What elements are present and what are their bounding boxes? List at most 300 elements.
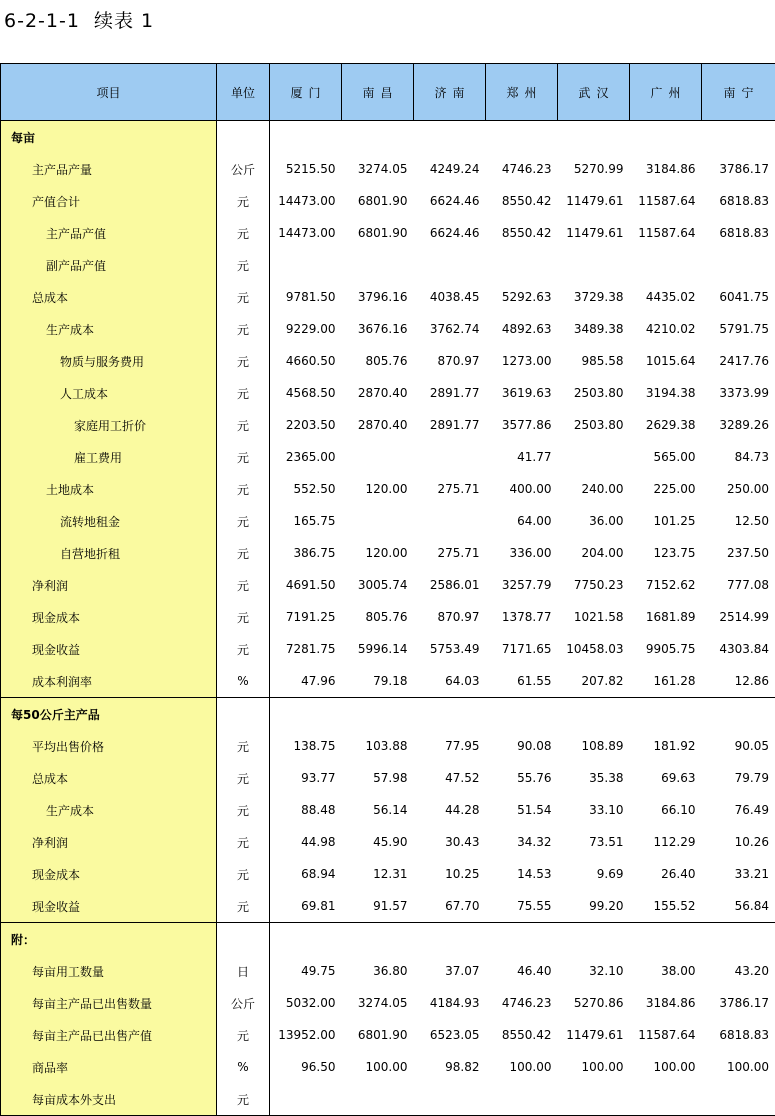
value-cell: 9781.50: [270, 281, 342, 313]
value-cell: 101.25: [630, 505, 702, 537]
value-cell: 2203.50: [270, 409, 342, 441]
value-cell: 805.76: [342, 601, 414, 633]
table-row: [1, 826, 775, 858]
row-label: 主产品产值: [1, 217, 217, 249]
value-cell: [414, 249, 486, 281]
value-cell: [702, 249, 775, 281]
value-cell: 4660.50: [270, 345, 342, 377]
value-cell: 26.40: [630, 858, 702, 890]
value-cell: 14473.00: [270, 217, 342, 249]
value-cell: [486, 1083, 558, 1116]
value-cell: 120.00: [342, 473, 414, 505]
value-cell: 79.18: [342, 665, 414, 698]
value-cell: 9905.75: [630, 633, 702, 665]
value-cell: 10.26: [702, 826, 775, 858]
value-cell: 870.97: [414, 601, 486, 633]
value-cell: [342, 441, 414, 473]
value-cell: 120.00: [342, 537, 414, 569]
row-unit: 元: [217, 313, 270, 345]
row-label: 流转地租金: [1, 505, 217, 537]
value-cell: 5791.75: [702, 313, 775, 345]
table-row: [1, 794, 775, 826]
section-row: [1, 698, 775, 731]
table-row: [1, 730, 775, 762]
table-body: [1, 121, 775, 1116]
value-cell: [558, 121, 630, 154]
value-cell: 275.71: [414, 473, 486, 505]
value-cell: 2365.00: [270, 441, 342, 473]
row-label: 自营地折租: [1, 537, 217, 569]
value-cell: 68.94: [270, 858, 342, 890]
row-unit: 日: [217, 955, 270, 987]
value-cell: 3786.17: [702, 153, 775, 185]
row-label: 副产品产值: [1, 249, 217, 281]
row-unit: 元: [217, 217, 270, 249]
value-cell: [342, 249, 414, 281]
value-cell: 45.90: [342, 826, 414, 858]
value-cell: 2870.40: [342, 377, 414, 409]
value-cell: 181.92: [630, 730, 702, 762]
table-row: [1, 441, 775, 473]
value-cell: 4746.23: [486, 153, 558, 185]
table-row: [1, 890, 775, 923]
value-cell: [630, 249, 702, 281]
value-cell: 3796.16: [342, 281, 414, 313]
row-label: 每亩主产品已出售产值: [1, 1019, 217, 1051]
row-unit: 元: [217, 1019, 270, 1051]
row-unit: 元: [217, 281, 270, 313]
header-city: 广州: [630, 64, 702, 121]
value-cell: 138.75: [270, 730, 342, 762]
value-cell: 12.31: [342, 858, 414, 890]
value-cell: 565.00: [630, 441, 702, 473]
value-cell: 2891.77: [414, 377, 486, 409]
value-cell: 6624.46: [414, 217, 486, 249]
value-cell: 44.98: [270, 826, 342, 858]
row-unit: 元: [217, 601, 270, 633]
value-cell: 4892.63: [486, 313, 558, 345]
value-cell: 100.00: [630, 1051, 702, 1083]
value-cell: 5270.99: [558, 153, 630, 185]
value-cell: 2629.38: [630, 409, 702, 441]
value-cell: [414, 505, 486, 537]
value-cell: 46.40: [486, 955, 558, 987]
table-row: [1, 1083, 775, 1116]
value-cell: 76.49: [702, 794, 775, 826]
value-cell: 6818.83: [702, 185, 775, 217]
value-cell: 67.70: [414, 890, 486, 923]
value-cell: [414, 923, 486, 956]
value-cell: [270, 1083, 342, 1116]
value-cell: [342, 505, 414, 537]
row-label: 净利润: [1, 569, 217, 601]
row-label: 每亩主产品已出售数量: [1, 987, 217, 1019]
value-cell: 240.00: [558, 473, 630, 505]
value-cell: 275.71: [414, 537, 486, 569]
row-label: 净利润: [1, 826, 217, 858]
row-unit: 元: [217, 730, 270, 762]
row-label: 商品率: [1, 1051, 217, 1083]
value-cell: [270, 249, 342, 281]
value-cell: 3184.86: [630, 153, 702, 185]
value-cell: [558, 441, 630, 473]
value-cell: 93.77: [270, 762, 342, 794]
value-cell: 10458.03: [558, 633, 630, 665]
row-label: 现金收益: [1, 633, 217, 665]
row-unit: 元: [217, 633, 270, 665]
value-cell: 33.10: [558, 794, 630, 826]
row-unit: %: [217, 1051, 270, 1083]
value-cell: [630, 698, 702, 731]
value-cell: 11587.64: [630, 217, 702, 249]
row-unit: 公斤: [217, 153, 270, 185]
value-cell: 225.00: [630, 473, 702, 505]
table-row: [1, 762, 775, 794]
row-label: 物质与服务费用: [1, 345, 217, 377]
value-cell: 11479.61: [558, 1019, 630, 1051]
value-cell: 5270.86: [558, 987, 630, 1019]
value-cell: 2870.40: [342, 409, 414, 441]
row-label: 人工成本: [1, 377, 217, 409]
table-row: [1, 1051, 775, 1083]
value-cell: 985.58: [558, 345, 630, 377]
value-cell: 8550.42: [486, 217, 558, 249]
row-unit: 元: [217, 345, 270, 377]
row-label: 生产成本: [1, 313, 217, 345]
value-cell: [702, 923, 775, 956]
row-label: 产值合计: [1, 185, 217, 217]
row-label: 雇工费用: [1, 441, 217, 473]
value-cell: 47.52: [414, 762, 486, 794]
value-cell: [342, 923, 414, 956]
row-label: 现金成本: [1, 601, 217, 633]
value-cell: 88.48: [270, 794, 342, 826]
value-cell: 84.73: [702, 441, 775, 473]
value-cell: [270, 923, 342, 956]
value-cell: 4746.23: [486, 987, 558, 1019]
table-row: [1, 345, 775, 377]
header-city: 南昌: [342, 64, 414, 121]
table-row: [1, 987, 775, 1019]
row-unit: 元: [217, 441, 270, 473]
value-cell: 6801.90: [342, 185, 414, 217]
row-label: 主产品产量: [1, 153, 217, 185]
value-cell: 51.54: [486, 794, 558, 826]
table-row: [1, 473, 775, 505]
value-cell: 12.50: [702, 505, 775, 537]
row-label: 每亩用工数量: [1, 955, 217, 987]
value-cell: 204.00: [558, 537, 630, 569]
value-cell: 100.00: [342, 1051, 414, 1083]
value-cell: 3257.79: [486, 569, 558, 601]
value-cell: 112.29: [630, 826, 702, 858]
value-cell: [270, 698, 342, 731]
table-row: [1, 217, 775, 249]
value-cell: 41.77: [486, 441, 558, 473]
value-cell: 73.51: [558, 826, 630, 858]
value-cell: 5996.14: [342, 633, 414, 665]
value-cell: 9.69: [558, 858, 630, 890]
value-cell: 12.86: [702, 665, 775, 698]
row-label: 成本利润率: [1, 665, 217, 698]
row-unit: 公斤: [217, 987, 270, 1019]
value-cell: 32.10: [558, 955, 630, 987]
value-cell: 3184.86: [630, 987, 702, 1019]
value-cell: 90.05: [702, 730, 775, 762]
row-unit: 元: [217, 377, 270, 409]
table-row: [1, 955, 775, 987]
value-cell: 2514.99: [702, 601, 775, 633]
value-cell: 6818.83: [702, 1019, 775, 1051]
table-row: [1, 601, 775, 633]
row-unit: 元: [217, 249, 270, 281]
value-cell: 2503.80: [558, 409, 630, 441]
value-cell: 57.98: [342, 762, 414, 794]
table-row: [1, 249, 775, 281]
value-cell: 870.97: [414, 345, 486, 377]
value-cell: 14.53: [486, 858, 558, 890]
value-cell: 3373.99: [702, 377, 775, 409]
value-cell: 55.76: [486, 762, 558, 794]
value-cell: 56.14: [342, 794, 414, 826]
value-cell: 100.00: [486, 1051, 558, 1083]
header-unit: 单位: [217, 64, 270, 121]
value-cell: 96.50: [270, 1051, 342, 1083]
value-cell: 2503.80: [558, 377, 630, 409]
value-cell: [270, 121, 342, 154]
row-unit: 元: [217, 1083, 270, 1116]
header-city: 厦门: [270, 64, 342, 121]
value-cell: 805.76: [342, 345, 414, 377]
row-label: 平均出售价格: [1, 730, 217, 762]
row-unit: 元: [217, 409, 270, 441]
value-cell: 3762.74: [414, 313, 486, 345]
row-label: 家庭用工折价: [1, 409, 217, 441]
value-cell: [414, 441, 486, 473]
value-cell: [702, 698, 775, 731]
table-row: [1, 185, 775, 217]
value-cell: 7191.25: [270, 601, 342, 633]
value-cell: 10.25: [414, 858, 486, 890]
value-cell: 237.50: [702, 537, 775, 569]
value-cell: 2417.76: [702, 345, 775, 377]
value-cell: 4249.24: [414, 153, 486, 185]
row-label: 土地成本: [1, 473, 217, 505]
table-row: [1, 409, 775, 441]
value-cell: [414, 1083, 486, 1116]
value-cell: [342, 698, 414, 731]
row-unit: 元: [217, 890, 270, 923]
value-cell: 5753.49: [414, 633, 486, 665]
value-cell: 43.20: [702, 955, 775, 987]
header-city: 济南: [414, 64, 486, 121]
value-cell: [630, 1083, 702, 1116]
header-city: 郑州: [486, 64, 558, 121]
row-unit: 元: [217, 826, 270, 858]
value-cell: 56.84: [702, 890, 775, 923]
value-cell: 4038.45: [414, 281, 486, 313]
value-cell: 207.82: [558, 665, 630, 698]
value-cell: 100.00: [558, 1051, 630, 1083]
value-cell: 1378.77: [486, 601, 558, 633]
value-cell: 90.08: [486, 730, 558, 762]
value-cell: [342, 1083, 414, 1116]
value-cell: 4568.50: [270, 377, 342, 409]
row-label: 生产成本: [1, 794, 217, 826]
row-label: 总成本: [1, 281, 217, 313]
row-unit: 元: [217, 537, 270, 569]
row-unit: [217, 121, 270, 154]
value-cell: 99.20: [558, 890, 630, 923]
value-cell: 6624.46: [414, 185, 486, 217]
value-cell: [486, 698, 558, 731]
row-label: 每亩成本外支出: [1, 1083, 217, 1116]
value-cell: 77.95: [414, 730, 486, 762]
value-cell: 1681.89: [630, 601, 702, 633]
row-unit: 元: [217, 473, 270, 505]
value-cell: [558, 1083, 630, 1116]
value-cell: 61.55: [486, 665, 558, 698]
value-cell: 5032.00: [270, 987, 342, 1019]
value-cell: 108.89: [558, 730, 630, 762]
value-cell: 30.43: [414, 826, 486, 858]
value-cell: 1273.00: [486, 345, 558, 377]
value-cell: [414, 121, 486, 154]
value-cell: 37.07: [414, 955, 486, 987]
value-cell: [342, 121, 414, 154]
value-cell: 49.75: [270, 955, 342, 987]
value-cell: 2891.77: [414, 409, 486, 441]
value-cell: 64.00: [486, 505, 558, 537]
row-label: 现金成本: [1, 858, 217, 890]
value-cell: 3619.63: [486, 377, 558, 409]
value-cell: 123.75: [630, 537, 702, 569]
value-cell: 4435.02: [630, 281, 702, 313]
value-cell: 7281.75: [270, 633, 342, 665]
value-cell: 11587.64: [630, 185, 702, 217]
value-cell: 2586.01: [414, 569, 486, 601]
value-cell: 36.00: [558, 505, 630, 537]
value-cell: 336.00: [486, 537, 558, 569]
row-unit: 元: [217, 569, 270, 601]
value-cell: 6523.05: [414, 1019, 486, 1051]
table-row: [1, 1019, 775, 1051]
table-row: [1, 505, 775, 537]
value-cell: 13952.00: [270, 1019, 342, 1051]
value-cell: 250.00: [702, 473, 775, 505]
value-cell: [486, 249, 558, 281]
value-cell: 36.80: [342, 955, 414, 987]
value-cell: 386.75: [270, 537, 342, 569]
section-label: 每亩: [1, 121, 217, 154]
value-cell: 3289.26: [702, 409, 775, 441]
value-cell: [558, 923, 630, 956]
value-cell: 6801.90: [342, 1019, 414, 1051]
value-cell: 7152.62: [630, 569, 702, 601]
row-label: 现金收益: [1, 890, 217, 923]
value-cell: 3194.38: [630, 377, 702, 409]
value-cell: 4691.50: [270, 569, 342, 601]
row-unit: [217, 698, 270, 731]
row-label: 总成本: [1, 762, 217, 794]
value-cell: [702, 1083, 775, 1116]
value-cell: 3729.38: [558, 281, 630, 313]
value-cell: [630, 923, 702, 956]
value-cell: 155.52: [630, 890, 702, 923]
row-unit: 元: [217, 505, 270, 537]
table-row: [1, 858, 775, 890]
header-item: 项目: [1, 64, 217, 121]
value-cell: 777.08: [702, 569, 775, 601]
value-cell: [630, 121, 702, 154]
value-cell: [558, 249, 630, 281]
value-cell: 14473.00: [270, 185, 342, 217]
value-cell: 64.03: [414, 665, 486, 698]
value-cell: 5292.63: [486, 281, 558, 313]
value-cell: 35.38: [558, 762, 630, 794]
value-cell: 5215.50: [270, 153, 342, 185]
value-cell: 161.28: [630, 665, 702, 698]
row-unit: 元: [217, 185, 270, 217]
section-row: [1, 923, 775, 956]
value-cell: 552.50: [270, 473, 342, 505]
value-cell: 4303.84: [702, 633, 775, 665]
value-cell: 44.28: [414, 794, 486, 826]
value-cell: 100.00: [702, 1051, 775, 1083]
value-cell: 1015.64: [630, 345, 702, 377]
value-cell: 3786.17: [702, 987, 775, 1019]
value-cell: 3274.05: [342, 153, 414, 185]
value-cell: 3005.74: [342, 569, 414, 601]
data-table: [0, 63, 775, 1116]
value-cell: 75.55: [486, 890, 558, 923]
value-cell: 3489.38: [558, 313, 630, 345]
section-row: [1, 121, 775, 154]
section-label: 附：: [1, 923, 217, 956]
row-unit: 元: [217, 794, 270, 826]
table-row: [1, 313, 775, 345]
page-title: 6-2-1-1 续表 1: [4, 6, 154, 33]
value-cell: 91.57: [342, 890, 414, 923]
table-row: [1, 569, 775, 601]
table-header: [1, 64, 775, 121]
value-cell: 6041.75: [702, 281, 775, 313]
value-cell: 33.21: [702, 858, 775, 890]
table-row: [1, 153, 775, 185]
row-unit: %: [217, 665, 270, 698]
value-cell: [486, 121, 558, 154]
table-row: [1, 665, 775, 698]
value-cell: 11479.61: [558, 185, 630, 217]
section-label: 每50公斤主产品: [1, 698, 217, 731]
value-cell: 3676.16: [342, 313, 414, 345]
value-cell: 69.81: [270, 890, 342, 923]
value-cell: 400.00: [486, 473, 558, 505]
header-city: 南宁: [702, 64, 775, 121]
value-cell: 47.96: [270, 665, 342, 698]
value-cell: 7750.23: [558, 569, 630, 601]
value-cell: [414, 698, 486, 731]
value-cell: 38.00: [630, 955, 702, 987]
value-cell: 11479.61: [558, 217, 630, 249]
value-cell: 3274.05: [342, 987, 414, 1019]
row-unit: 元: [217, 762, 270, 794]
table-row: [1, 633, 775, 665]
value-cell: 6801.90: [342, 217, 414, 249]
value-cell: 6818.83: [702, 217, 775, 249]
row-unit: 元: [217, 858, 270, 890]
value-cell: [702, 121, 775, 154]
